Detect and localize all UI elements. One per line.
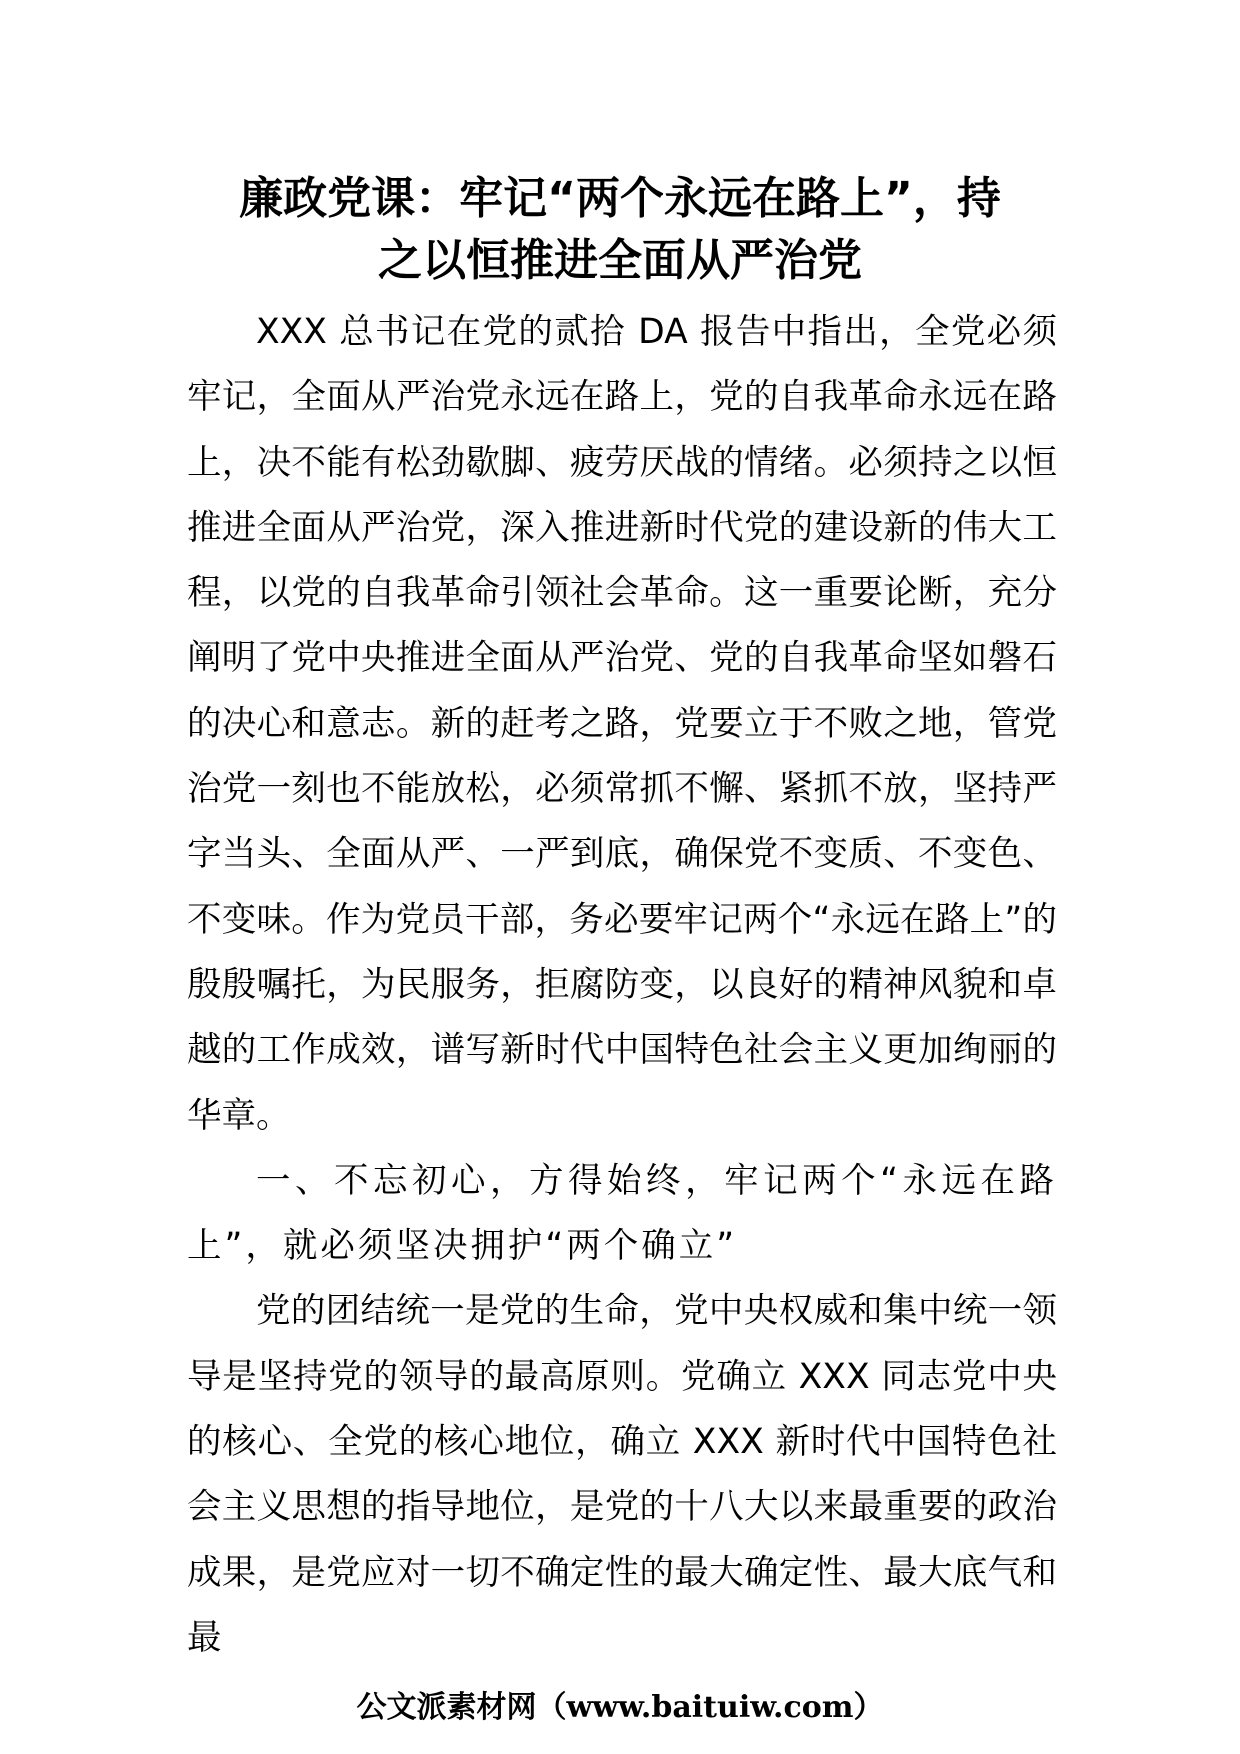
document-title — [150, 168, 1090, 292]
document-title-line-2: 之以恒推进全面从严治党 — [378, 235, 862, 286]
document-title-line-1: 廉政党课：牢记“两个永远在路上”，持 — [239, 173, 1001, 224]
document-body — [187, 300, 1057, 1671]
body-paragraph-intro: XXX 总书记在党的贰拾 DA 报告中指出，全党必须牢记，全面从严治党永远在路上，党的自我革命永远在路上，决不能有松劲歇脚、疲劳厌战的情绪。必须持之以恒推进全面从严治党，深入推进新时代党的建设新的伟大工程，以党的自我革命引领社会革命。这一重要论断，充分阐明了党中央推进全面从严治党、党的自我革命坚如磐石的决心和意志。新的赶考之路，党要立于不败之地，管党治党一刻也不能放松，必须常抓不懈、紧抓不放，坚持严字当头、全面从严、一严到底，确保党不变质、不变色、不变味。作为党员干部，务必要牢记两个“永远在路上”的殷殷嘱托，为民服务，拒腐防变，以良好的精神风貌和卓越的工作成效，谱写新时代中国特色社会主义更加绚丽的华章。 — [187, 312, 1057, 1136]
section-heading-1: 一、不忘初心，方得始终，牢记两个“永远在路上”，就必须坚决拥护“两个确立” — [187, 1160, 1057, 1267]
watermark-footer: 公文派素材网（www.baituiw.com） — [356, 1690, 884, 1725]
body-paragraph-section-1: 党的团结统一是党的生命，党中央权威和集中统一领导是坚持党的领导的最高原则。党确立 XXX 同志党中央的核心、全党的核心地位，确立 XXX 新时代中国特色社会主义思想的指导地位，是党的十八大以来最重要的政治成果，是党应对一切不确定性的最大确定性、最大底气和最 — [187, 1291, 1057, 1658]
